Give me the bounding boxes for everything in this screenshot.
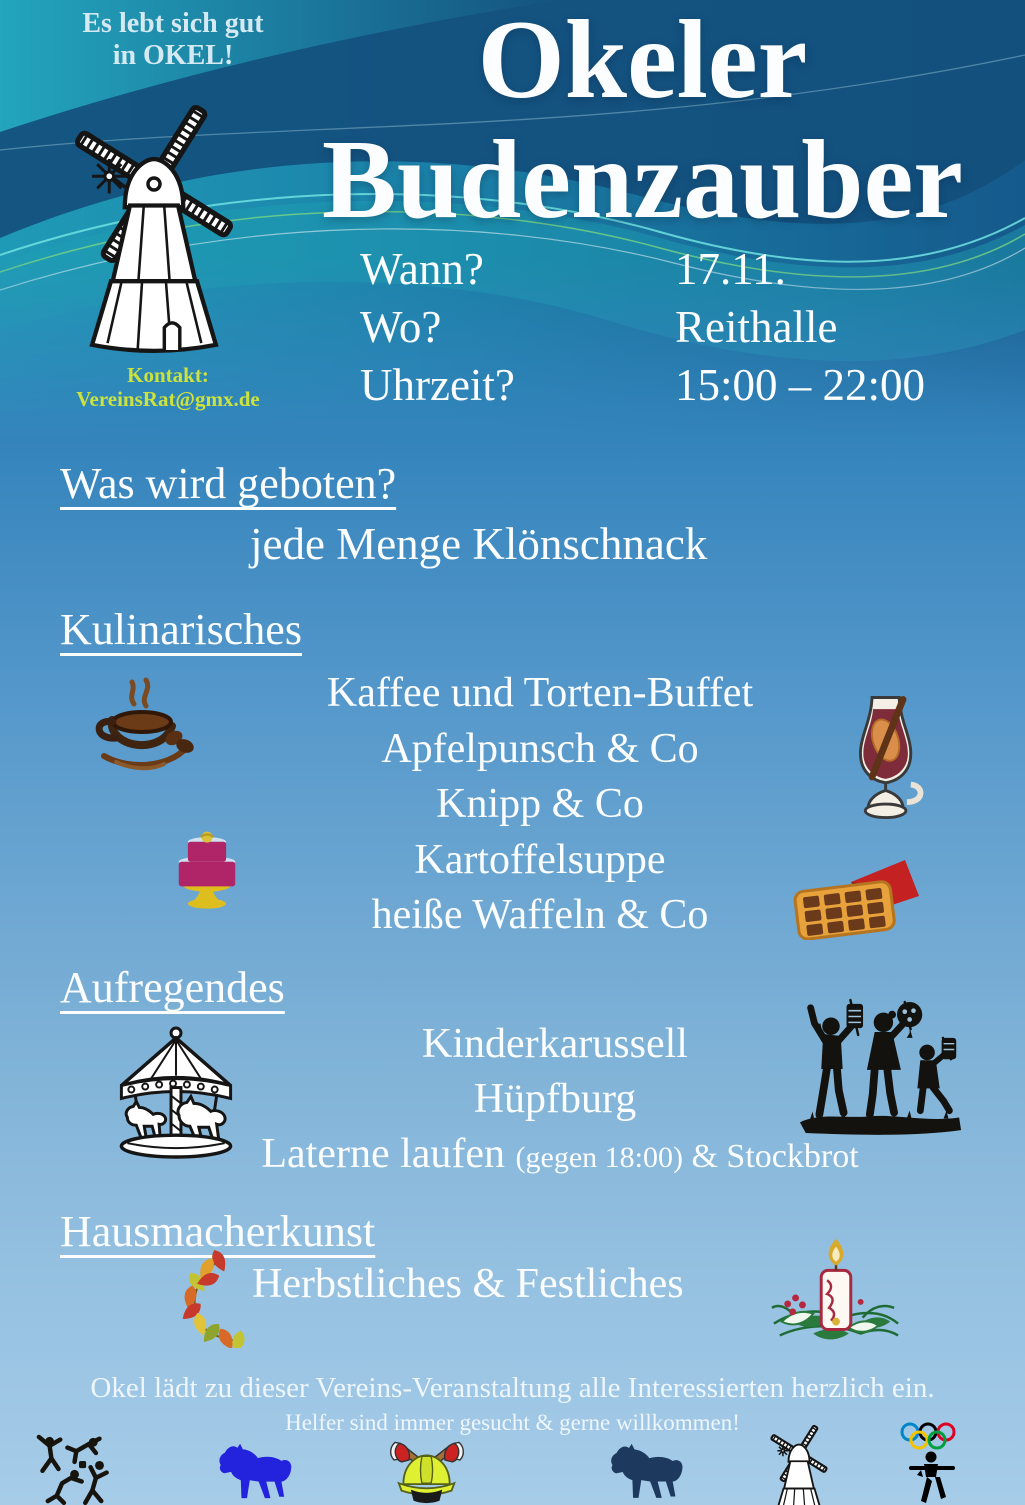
lantern-main: Laterne laufen (261, 1131, 516, 1177)
section-heading-kulinarisches: Kulinarisches (60, 605, 302, 654)
olympic-shooter-icon (897, 1420, 967, 1505)
section-heading-offer: Was wird geboten? (60, 459, 397, 508)
list-item: Kartoffelsuppe (414, 836, 666, 883)
contact-block (18, 364, 318, 411)
windmill-logo-icon (68, 82, 240, 372)
list-item: Knipp & Co (436, 781, 644, 827)
detail-value-where: Reithalle (675, 302, 838, 352)
detail-label-where: Wo? (360, 302, 442, 352)
windmill-small-icon (766, 1421, 832, 1505)
blue-horse-icon (210, 1443, 295, 1505)
punch-glass-icon (843, 693, 935, 825)
lantern-note: (gegen 18:00) (515, 1141, 683, 1174)
section-heading-hausmacherkunst: Hausmacherkunst (60, 1207, 376, 1256)
footer-helpers: Helfer sind immer gesucht & gerne willkommen! (285, 1410, 740, 1435)
fire-helmet-icon (383, 1438, 471, 1505)
tagline-line1: Es lebt sich gut (82, 8, 264, 39)
detail-row-when (360, 240, 980, 298)
autumn-leaves-icon (166, 1250, 254, 1348)
lantern-rest: & Stockbrot (682, 1138, 859, 1175)
title-line2: Budenzauber (322, 118, 963, 242)
event-details (360, 240, 980, 414)
festive-candle-icon (766, 1232, 904, 1362)
tagline-line2: in OKEL! (112, 40, 234, 72)
tagline (58, 8, 288, 72)
waffle-icon (793, 858, 925, 940)
section-heading-aufregendes: Aufregendes (60, 963, 285, 1012)
cake-icon (166, 808, 248, 910)
acrobats-icon (30, 1430, 128, 1505)
carousel-icon (100, 1026, 252, 1160)
detail-row-time (360, 356, 980, 414)
list-item: heiße Waffeln & Co (371, 892, 709, 938)
title-line1: Okeler (477, 0, 808, 122)
list-item: Kaffee und Torten-Buffet (326, 670, 754, 716)
children-with-lanterns-icon (798, 992, 963, 1142)
list-item: Herbstliches & Festliches (252, 1261, 684, 1307)
poster-title (270, 0, 1015, 240)
footer-invite: Okel lädt zu dieser Vereins-Veranstaltung alle Interessierten herzlich ein. (90, 1372, 935, 1404)
list-item: Kinderkarussell (422, 1021, 688, 1067)
detail-label-when: Wann? (360, 244, 484, 294)
coffee-cup-icon (86, 676, 196, 778)
list-item: Hüpfburg (473, 1076, 637, 1122)
offer-subline: jede Menge Klönschnack (250, 519, 708, 569)
detail-label-time: Uhrzeit? (360, 360, 515, 410)
contact-email: VereinsRat@gmx.de (76, 386, 260, 411)
list-item: Apfelpunsch & Co (381, 725, 699, 772)
detail-row-where (360, 298, 980, 356)
detail-value-time: 15:00 – 22:00 (675, 360, 926, 410)
contact-label: Kontakt: (127, 363, 209, 387)
detail-value-when: 17.11. (675, 244, 786, 294)
navy-horse-icon (603, 1443, 685, 1505)
